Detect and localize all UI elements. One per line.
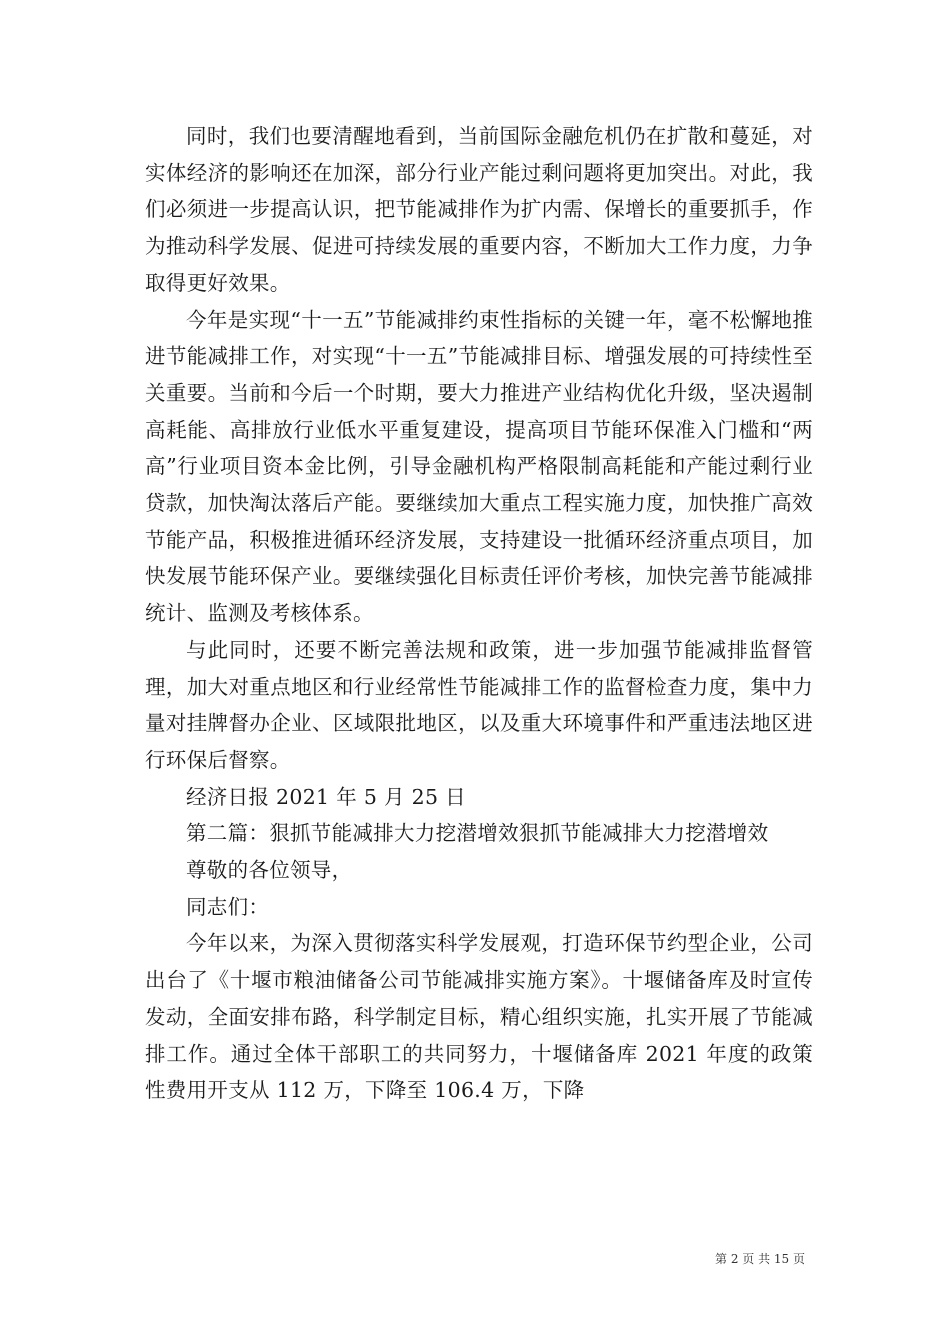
paragraph-key-year: 今年是实现“十一五”节能减排约束性指标的关键一年，毫不松懈地推进节能减排工作，对实现“十一五”节能减排目标、增强发展的可持续性至关重要。当前和今后一个时期，要大力推进产业结构优化升级，坚决遏制高耗能、高排放行业低水平重复建设，提高项目节能环保准入门槛和“两高”行业项目资本金比例，引导金融机构严格限制高耗能和产能过剩行业贷款，加快淘汰落后产能。要继续加大重点工程实施力度，加快推广高效节能产品，积极推进循环经济发展，支持建设一批循环经济重点项目，加快发展节能环保产业。要继续强化目标责任评价考核，加快完善节能减排统计、监测及考核体系。	[145, 307, 813, 626]
paragraph-this-year: 今年以来，为深入贯彻落实科学发展观，打造环保节约型企业，公司出台了《十堰市粮油储备公司节能减排实施方案》。十堰储备库及时宣传发动，全面安排布路，科学制定目标，精心组织实施，扎实开展了节能减排工作。通过全体干部职工的共同努力，十堰储备库 2021 年度的政策性费用开支从 112 万，下降至 106.4 万，下降	[145, 931, 813, 1103]
paragraph-regulation: 与此同时，还要不断完善法规和政策，进一步加强节能减排监督管理，加大对重点地区和行业经常性节能减排工作的监督检查力度，集中力量对挂牌督办企业、区域限批地区，以及重大环境事件和严重违法地区进行环保后督察。	[145, 637, 813, 772]
page-number-footer: 第 2 页 共 15 页	[715, 1252, 805, 1266]
paragraph-salutation-comrades: 同志们：	[186, 894, 270, 919]
paragraph-crisis-awareness: 同时，我们也要清醒地看到，当前国际金融危机仍在扩散和蔓延，对实体经济的影响还在加深，部分行业产能过剩问题将更加突出。对此，我们必须进一步提高认识，把节能减排作为扩内需、保增长的重要抓手，作为推动科学发展、促进可持续发展的重要内容，不断加大工作力度，力争取得更好效果。	[145, 124, 813, 295]
paragraph-chapter-two-title: 第二篇：狠抓节能减排大力挖潜增效狠抓节能减排大力挖潜增效	[186, 821, 769, 846]
paragraph-salutation-leaders: 尊敬的各位领导，	[186, 858, 353, 883]
paragraph-source-date: 经济日报 2021 年 5 月 25 日	[186, 784, 466, 809]
document-body	[145, 118, 813, 1109]
